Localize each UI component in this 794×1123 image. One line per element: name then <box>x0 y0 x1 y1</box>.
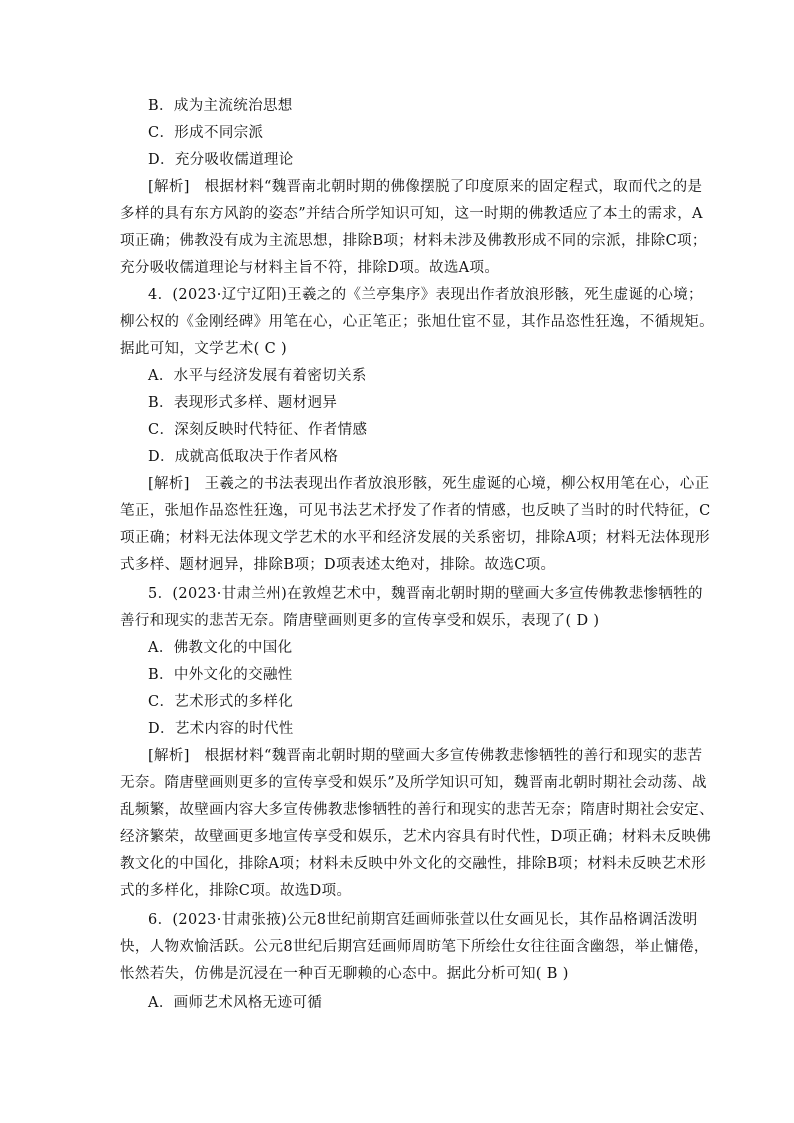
q3-option-c: C．形成不同宗派 <box>148 125 264 141</box>
q4-analysis-line: 项正确；材料无法体现文学艺术的水平和经济发展的关系密切，排除A项；材料无法体现形 <box>120 530 710 546</box>
q6-stem-line: 快，人物欢愉活跃。公元8世纪后期宫廷画师周昉笔下所绘仕女往往面含幽怨，举止慵倦， <box>120 939 709 955</box>
q4-stem-line: 据此可知，文学艺术( C ) <box>120 341 288 357</box>
q5-analysis-line: 乱频繁，故壁画内容大多宣传佛教悲惨牺牲的善行和现实的悲苦无奈；隋唐时期社会安定、 <box>120 802 714 818</box>
q4-analysis-line: 式多样、题材迥异，排除B项；D项表述太绝对，排除。故选C项。 <box>120 557 556 573</box>
q5-stem-line: 善行和现实的悲苦无奈。隋唐壁画则更多的宣传享受和娱乐，表现了( D ) <box>120 613 600 629</box>
q4-stem-line: 柳公权的《金刚经碑》用笔在心，心正笔正；张旭仕宦不显，其作品恣性狂逸，不循规矩。 <box>120 314 714 330</box>
q3-analysis-line: 项正确；佛教没有成为主流思想，排除B项；材料未涉及佛教形成不同的宗派，排除C项； <box>120 233 707 249</box>
q5-analysis-line: 教文化的中国化，排除A项；材料未反映中外文化的交融性，排除B项；材料未反映艺术形 <box>120 856 707 872</box>
q5-analysis-line: 式的多样化，排除C项。故选D项。 <box>120 883 352 899</box>
q5-option-b: B．中外文化的交融性 <box>148 667 293 683</box>
q5-analysis-line: [解析] 根据材料“魏晋南北朝时期的壁画大多宣传佛教悲惨牺牲的善行和现实的悲苦 <box>148 748 703 764</box>
q4-option-a: A．水平与经济发展有着密切关系 <box>148 368 367 384</box>
q5-stem-line: 5．(2023·甘肃兰州)在敦煌艺术中，魏晋南北朝时期的壁画大多宣传佛教悲惨牺牲的 <box>148 586 703 602</box>
q4-option-c: C．深刻反映时代特征、作者情感 <box>148 422 368 438</box>
q4-option-d: D．成就高低取决于作者风格 <box>148 449 339 465</box>
q3-option-b: B．成为主流统治思想 <box>148 98 293 114</box>
q6-option-a: A．画师艺术风格无迹可循 <box>148 995 323 1011</box>
q4-option-b: B．表现形式多样、题材迥异 <box>148 395 338 411</box>
q5-option-a: A．佛教文化的中国化 <box>148 640 293 656</box>
q3-analysis-line: [解析] 根据材料“魏晋南北朝时期的佛像摆脱了印度原来的固定程式，取而代之的是 <box>148 179 703 195</box>
q4-analysis-line: [解析] 王羲之的书法表现出作者放浪形骸，死生虚诞的心境，柳公权用笔在心，心正 <box>148 476 710 492</box>
q6-stem-line: 怅然若失，仿佛是沉浸在一种百无聊赖的心态中。据此分析可知( B ) <box>120 966 569 982</box>
q3-option-d: D．充分吸收儒道理论 <box>148 152 294 168</box>
q5-analysis-line: 无奈。隋唐壁画则更多的宣传享受和娱乐”及所学知识可知，魏晋南北朝时期社会动荡、战 <box>120 775 707 791</box>
q6-stem-line: 6．(2023·甘肃张掖)公元8世纪前期宫廷画师张萱以仕女画见长，其作品格调活泼明 <box>148 912 698 928</box>
q5-option-d: D．艺术内容的时代性 <box>148 721 294 737</box>
q3-analysis-line: 充分吸收儒道理论与材料主旨不符，排除D项。故选A项。 <box>120 260 500 276</box>
q3-analysis-line: 多样的具有东方风韵的姿态”并结合所学知识可知，这一时期的佛教适应了本土的需求，A <box>120 206 703 222</box>
q4-stem-line: 4．(2023·辽宁辽阳)王羲之的《兰亭集序》表现出作者放浪形骸，死生虚诞的心境； <box>148 287 703 303</box>
q4-analysis-line: 笔正，张旭作品恣性狂逸，可见书法艺术抒发了作者的情感，也反映了当时的时代特征，C <box>120 503 711 519</box>
q5-analysis-line: 经济繁荣，故壁画更多地宣传享受和娱乐，艺术内容具有时代性，D项正确；材料未反映佛 <box>120 829 712 845</box>
q5-option-c: C．艺术形式的多样化 <box>148 694 294 710</box>
